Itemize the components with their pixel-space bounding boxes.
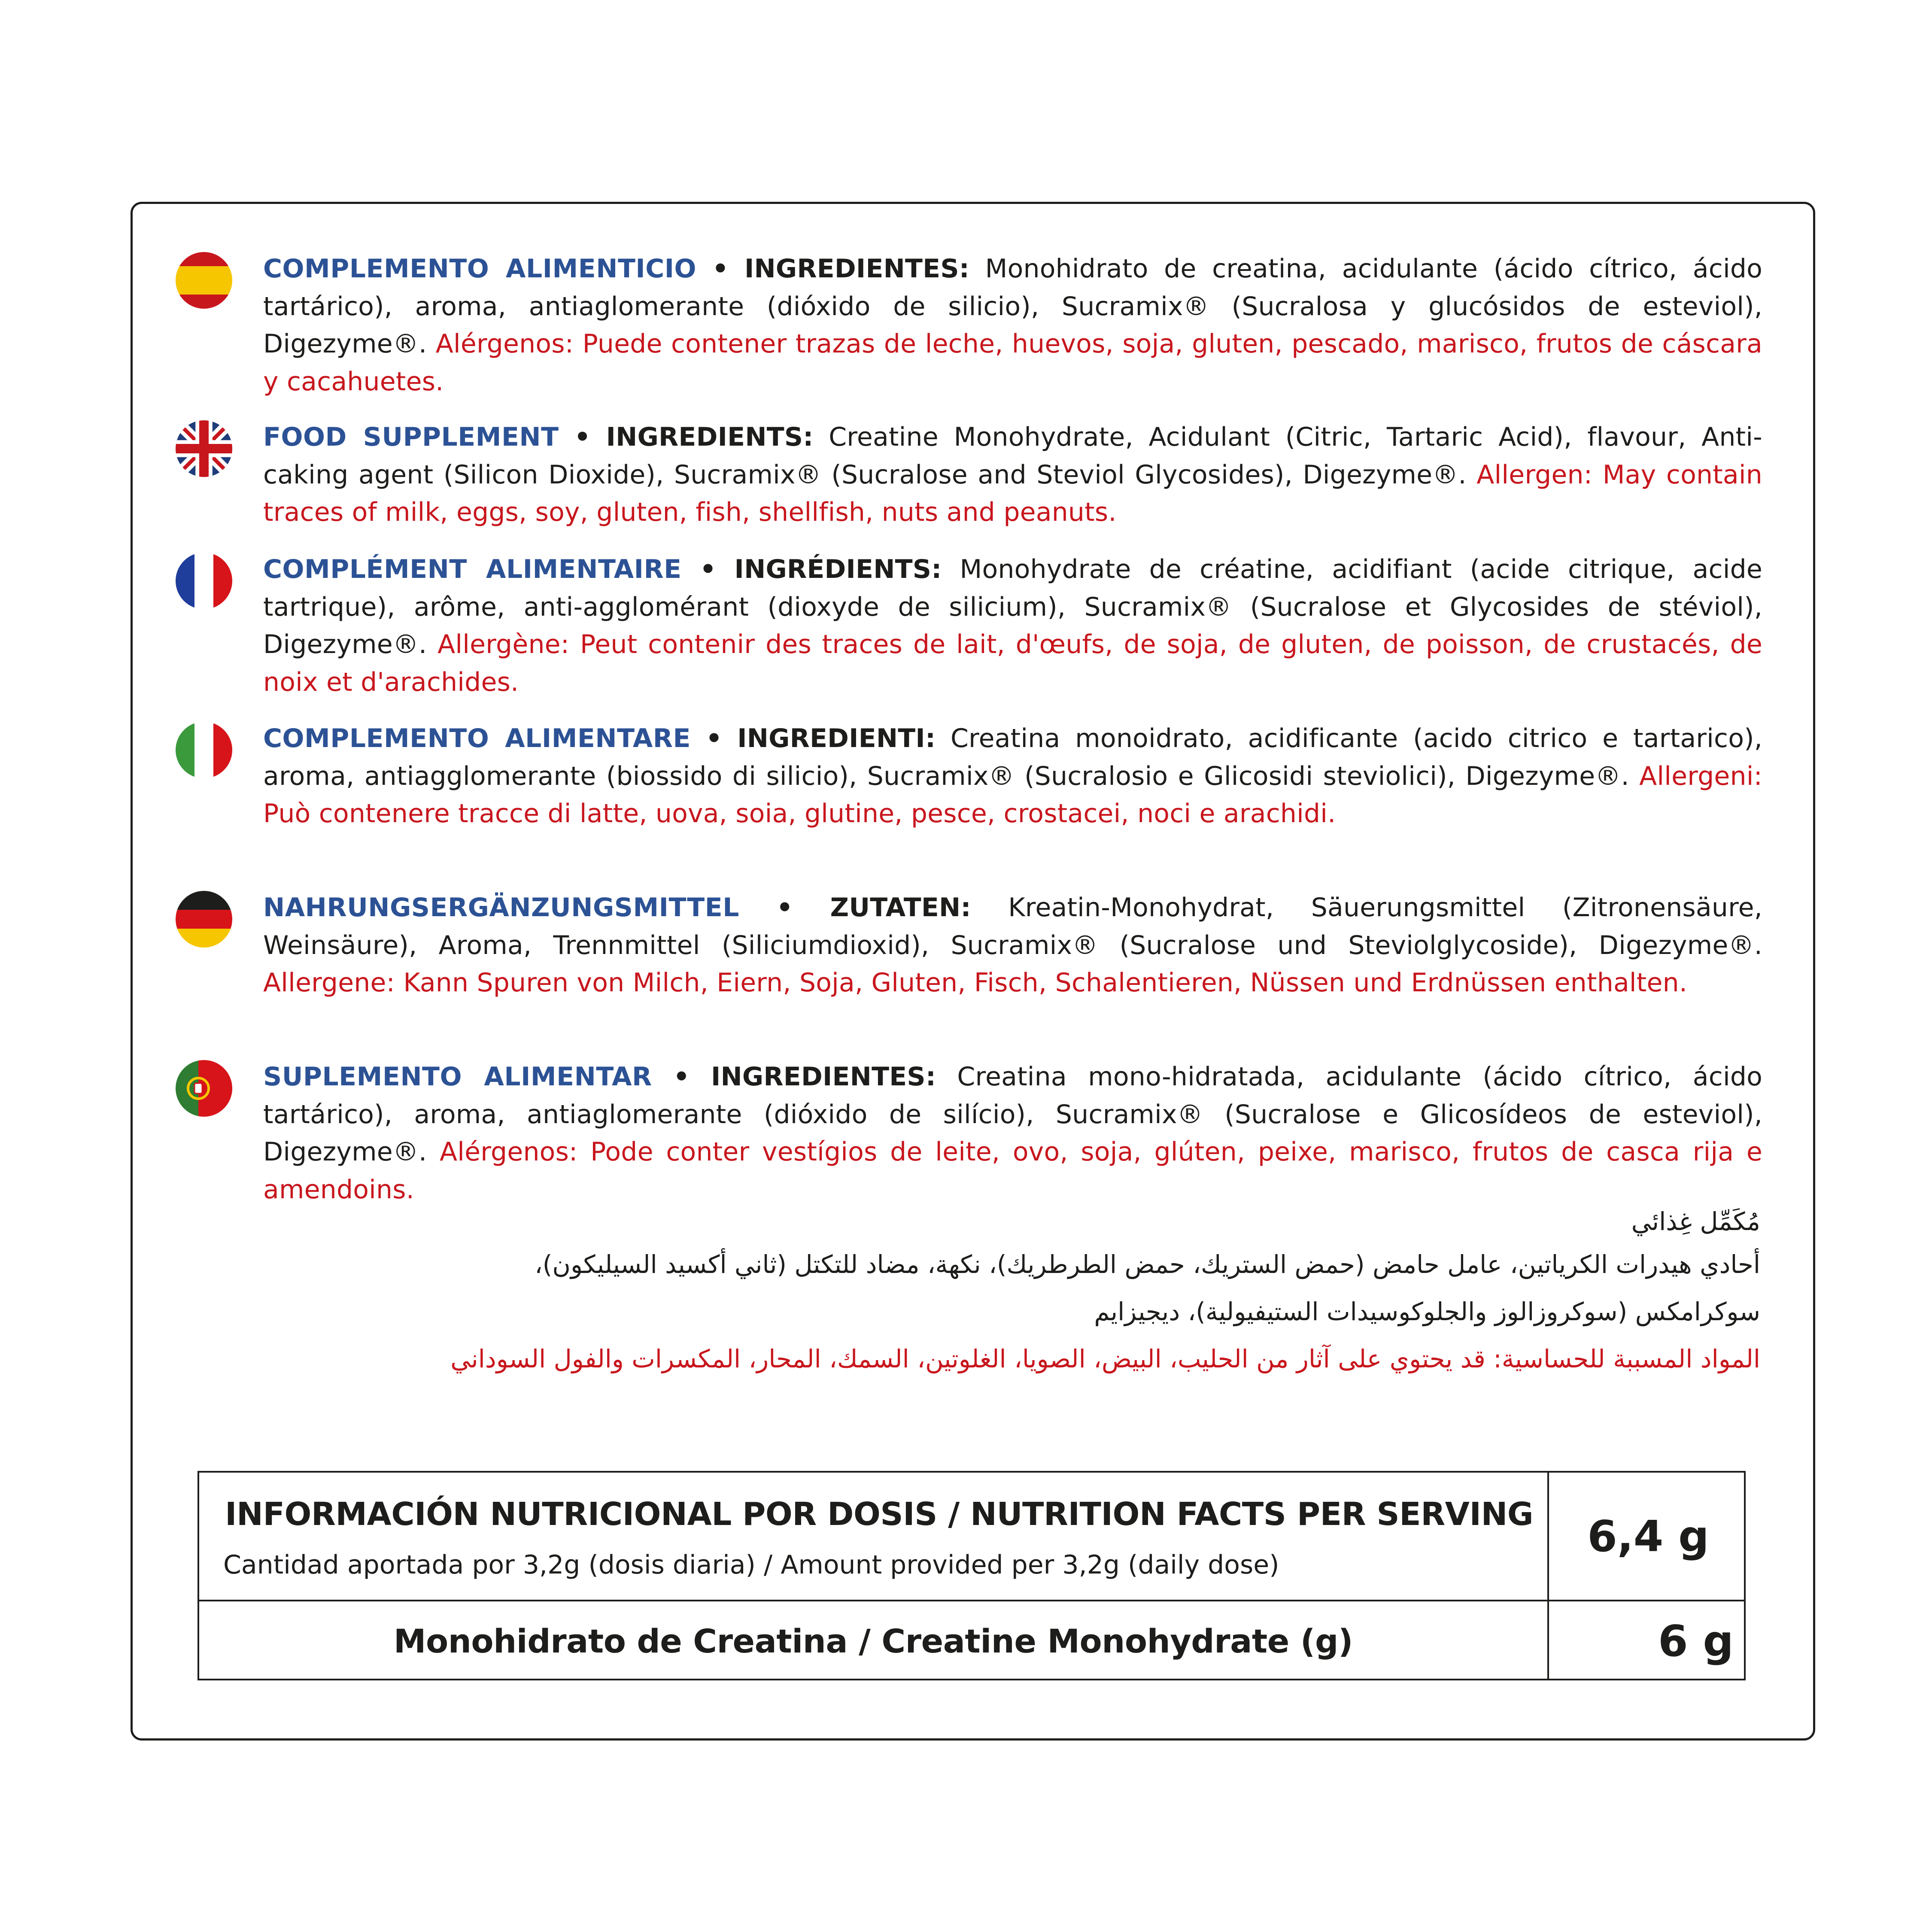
italy-flag-icon [176, 722, 232, 778]
arabic-title: مُكَمِّل غِذائي [1631, 1207, 1760, 1236]
separator-dot: • [673, 1062, 690, 1092]
arabic-ingredients-line-1: أحادي هيدرات الكرياتين، عامل حامض (حمض الستريك، حمض الطرطريك)، نكهة، مضاد للتكتل (ثاني أكسيد السيليكون)، [535, 1250, 1760, 1279]
arabic-ingredients-line-2: سوكرامكس (سوكروزالوز والجلوكوسيدات الستيفيولية)، ديجيزايم [1094, 1297, 1760, 1326]
ingredients-label: INGREDIENTES: [744, 254, 969, 284]
portugal-flag-graphic [176, 1060, 232, 1117]
portugal-flag-icon [176, 1060, 232, 1117]
ingredients-label: INGREDIENTES: [711, 1062, 936, 1092]
serving-size-value: 6,4 g [1587, 1511, 1709, 1561]
separator-dot: • [776, 893, 793, 923]
separator-dot: • [574, 422, 591, 452]
product-type-title: COMPLÉMENT ALIMENTAIRE [263, 554, 682, 584]
france-flag-graphic [176, 553, 232, 609]
allergens-text: Alérgenos: Puede contener trazas de leche, huevos, soja, gluten, pescado, marisco, frutos de cáscara y cacahuetes. [263, 329, 1762, 397]
lang-text-fr [263, 551, 1762, 701]
ingredients-label: INGREDIENTS: [606, 422, 814, 452]
allergens-text: Allergeni: Può contenere tracce di latte, uova, soia, glutine, pesce, crostacei, noci e arachidi. [263, 761, 1762, 829]
allergens-text: Allergène: Peut contenir des traces de lait, d'œufs, de soja, de gluten, de poisson, de crustacés, de noix et d'arachides. [263, 629, 1762, 697]
nutrient-row-value: 6 g [1658, 1616, 1734, 1666]
product-type-title: NAHRUNGSERGÄNZUNGSMITTEL [263, 893, 739, 923]
ingredients-label: INGREDIENTI: [737, 723, 936, 753]
lang-text-de [263, 889, 1762, 1002]
lang-text-es [263, 250, 1762, 401]
spain-flag-graphic [176, 252, 232, 309]
allergens-text: Alérgenos: Pode conter vestígios de leite, ovo, soja, glúten, peixe, marisco, frutos de casca rija e amendoins. [263, 1137, 1762, 1205]
nutrient-row-label: Monohidrato de Creatina / Creatine Monohydrate (g) [393, 1622, 1353, 1660]
uk-flag-graphic [176, 420, 232, 477]
uk-flag-icon [176, 420, 232, 477]
allergens-text: Allergene: Kann Spuren von Milch, Eiern, Soja, Gluten, Fisch, Schalentieren, Nüssen und Erdnüssen enthalten. [263, 968, 1688, 998]
nutrition-table [197, 1471, 1746, 1680]
spain-flag-icon [176, 252, 232, 309]
germany-flag-icon [176, 891, 232, 948]
product-type-title: FOOD SUPPLEMENT [263, 422, 559, 452]
france-flag-icon [176, 553, 232, 609]
ingredients-label: ZUTATEN: [830, 893, 971, 923]
separator-dot: • [699, 554, 717, 584]
separator-dot: • [705, 723, 723, 753]
product-type-title: COMPLEMENTO ALIMENTICIO [263, 254, 697, 284]
ingredients-text: Creatine Monohydrate, Acidulant (Citric, Tartaric Acid), flavour, Anti-caking agent (Silicon Dioxide), Sucramix® (Sucralose and Steviol Glycosides), Digezyme®. [263, 422, 1763, 490]
nutrition-subheading: Cantidad aportada por 3,2g (dosis diaria) / Amount provided per 3,2g (daily dose) [223, 1550, 1279, 1580]
ingredients-text: Kreatin-Monohydrat, Säuerungsmittel (Zitronensäure, Weinsäure), Aroma, Trennmittel (Siliciumdioxid), Sucramix® (Sucralose und Steviolglycoside), Digezyme®. [263, 893, 1763, 960]
germany-flag-graphic [176, 891, 232, 948]
lang-text-en [263, 419, 1762, 532]
lang-text-pt [263, 1058, 1762, 1209]
ingredients-text: Monohidrato de creatina, acidulante (ácido cítrico, ácido tartárico), aroma, antiaglomerante (dióxido de silicio), Sucramix® (Sucralosa y glucósidos de esteviol), Digezyme®. [263, 254, 1763, 359]
product-type-title: SUPLEMENTO ALIMENTAR [263, 1062, 652, 1092]
ingredients-text: Creatina mono-hidratada, acidulante (ácido cítrico, ácido tartárico), aroma, antiaglomerante (dióxido de silício), Sucramix® (Sucralose e Glicosídeos de esteviol), Digezyme®. [263, 1062, 1763, 1167]
separator-dot: • [712, 254, 729, 284]
nutrition-heading: INFORMACIÓN NUTRICIONAL POR DOSIS / NUTRITION FACTS PER SERVING [225, 1496, 1534, 1533]
lang-text-it [263, 720, 1762, 833]
ingredients-text: Creatina monoidrato, acidificante (acido citrico e tartarico), aroma, antiagglomerante (biossido di silicio), Sucramix® (Sucralosio e Glicosidi steviolici), Digezyme®. [263, 723, 1762, 791]
arabic-allergens: المواد المسببة للحساسية: قد يحتوي على آثار من الحليب، البيض، الصويا، الغلوتين، السمك، المحار، المكسرات والفول السوداني [450, 1344, 1760, 1373]
ingredients-text: Monohydrate de créatine, acidifiant (acide citrique, acide tartrique), arôme, anti-agglomérant (dioxyde de silicium), Sucramix® (Sucralose et Glycosides de stéviol), Digezyme®. [263, 554, 1762, 659]
allergens-text: Allergen: May contain traces of milk, eggs, soy, gluten, fish, shellfish, nuts and peanuts. [263, 459, 1762, 527]
product-type-title: COMPLEMENTO ALIMENTARE [263, 723, 691, 753]
ingredients-label: INGRÉDIENTS: [734, 554, 942, 584]
italy-flag-graphic [176, 722, 232, 778]
